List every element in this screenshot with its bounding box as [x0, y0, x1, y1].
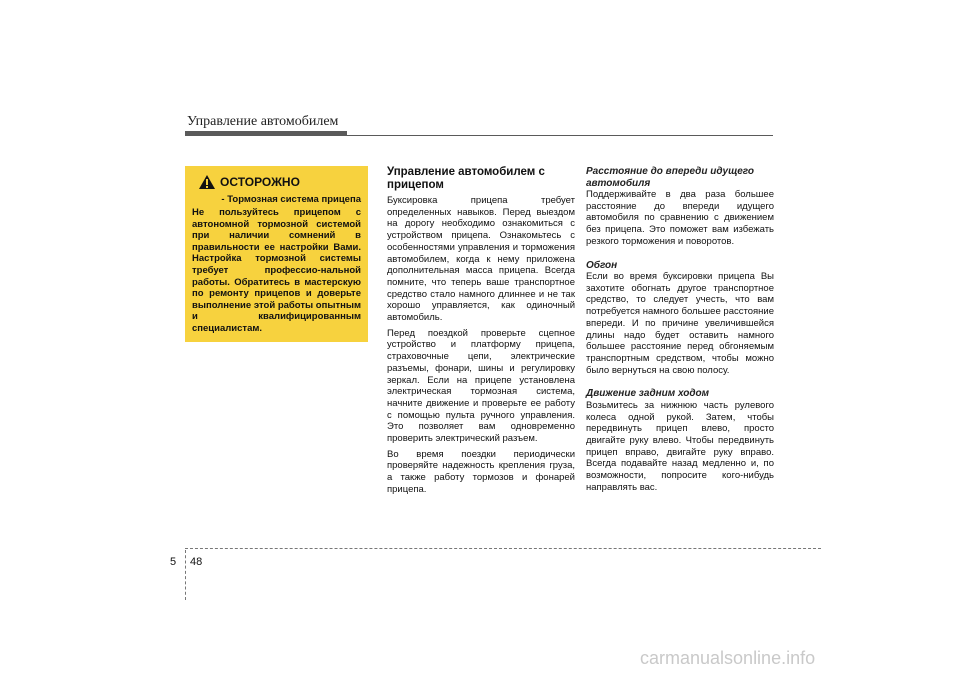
chapter-number: 5: [170, 556, 177, 568]
watermark: carmanualsonline.info: [640, 648, 816, 668]
warning-subtitle: - Тормозная система прицепа: [221, 194, 361, 205]
paragraph: Поддерживайте в два раза большее расстояние до впереди идущего автомобиля по сравнению с движением без прицепа. Это поможет вам избежать резкого торможения и поворотов.: [586, 189, 774, 247]
footer-vertical-rule: [185, 550, 186, 600]
header-rule: [185, 135, 773, 136]
middle-column: [387, 166, 575, 500]
section-heading: Управление автомобилем с прицепом: [387, 166, 545, 191]
right-column: [586, 166, 774, 497]
subsection-heading: Обгон: [586, 259, 618, 271]
footer-rule: [185, 548, 821, 549]
subsection-heading: Расстояние до впереди идущего автомобиля: [586, 166, 754, 189]
warning-header: [198, 171, 361, 193]
subsection-heading: Движение задним ходом: [586, 388, 710, 400]
paragraph: Буксировка прицепа требует определенных навыков. Перед выездом на дорогу необходимо ознакомиться с устройством прицепа. Ознакомьтесь с особенностями управления и торможения автомобилем, когда к нему приложена дополнительная масса прицепа. Всегда помните, что теперь ваше транспортное средство стало намного длиннее и не так хорошо управляется, как одиночный автомобиль.: [387, 195, 575, 324]
paragraph: Перед поездкой проверьте сцепное устройство и платформу прицепа, страховочные цепи, электрические разъемы, фонари, шины и регулировку зеркал. Если на прицепе установлена электрическая тормозная система, начните движение и проверьте ее работу с помощью пульта ручного управления. Это позволяет вам одновременно проверить электрический разъем.: [387, 327, 575, 445]
warning-title: ОСТОРОЖНО: [220, 175, 300, 189]
paragraph: Если во время буксировки прицепа Вы захотите обогнать другое транспортное средство, то следует учесть, что вам потребуется намного большее расстояние впереди. И по причине увеличившейся длины надо будет оставить намного большее расстояние перед обгоняемым транспортным средством, чтобы можно было вернуться на свою полосу.: [586, 271, 774, 376]
warning-triangle-icon: [198, 174, 216, 190]
page-number: 48: [190, 556, 203, 568]
page-header-title: Управление автомобилем: [187, 114, 339, 129]
warning-box: [185, 166, 368, 342]
paragraph: Во время поездки периодически проверяйте надежность крепления груза, а также работу тормозов и фонарей прицепа.: [387, 448, 575, 495]
warning-body: Не пользуйтесь прицепом с автономной тормозной системой при наличии сомнений в правильности ее настройки Вами. Настройка тормозной системы требует профессио-нальной работы. Обратитесь в мастерскую по ремонту прицепов и доверьте выполнение этой работы опытным и квалифицированным специалистам.: [192, 207, 361, 334]
paragraph: Возьмитесь за нижнюю часть рулевого колеса одной рукой. Затем, чтобы передвинуть прицеп влево, просто двигайте руку влево. Чтобы передвинуть прицеп вправо, двигайте руку вправо. Всегда подавайте назад медленно и, по возможности, попросите кого-нибудь направлять вас.: [586, 399, 774, 493]
